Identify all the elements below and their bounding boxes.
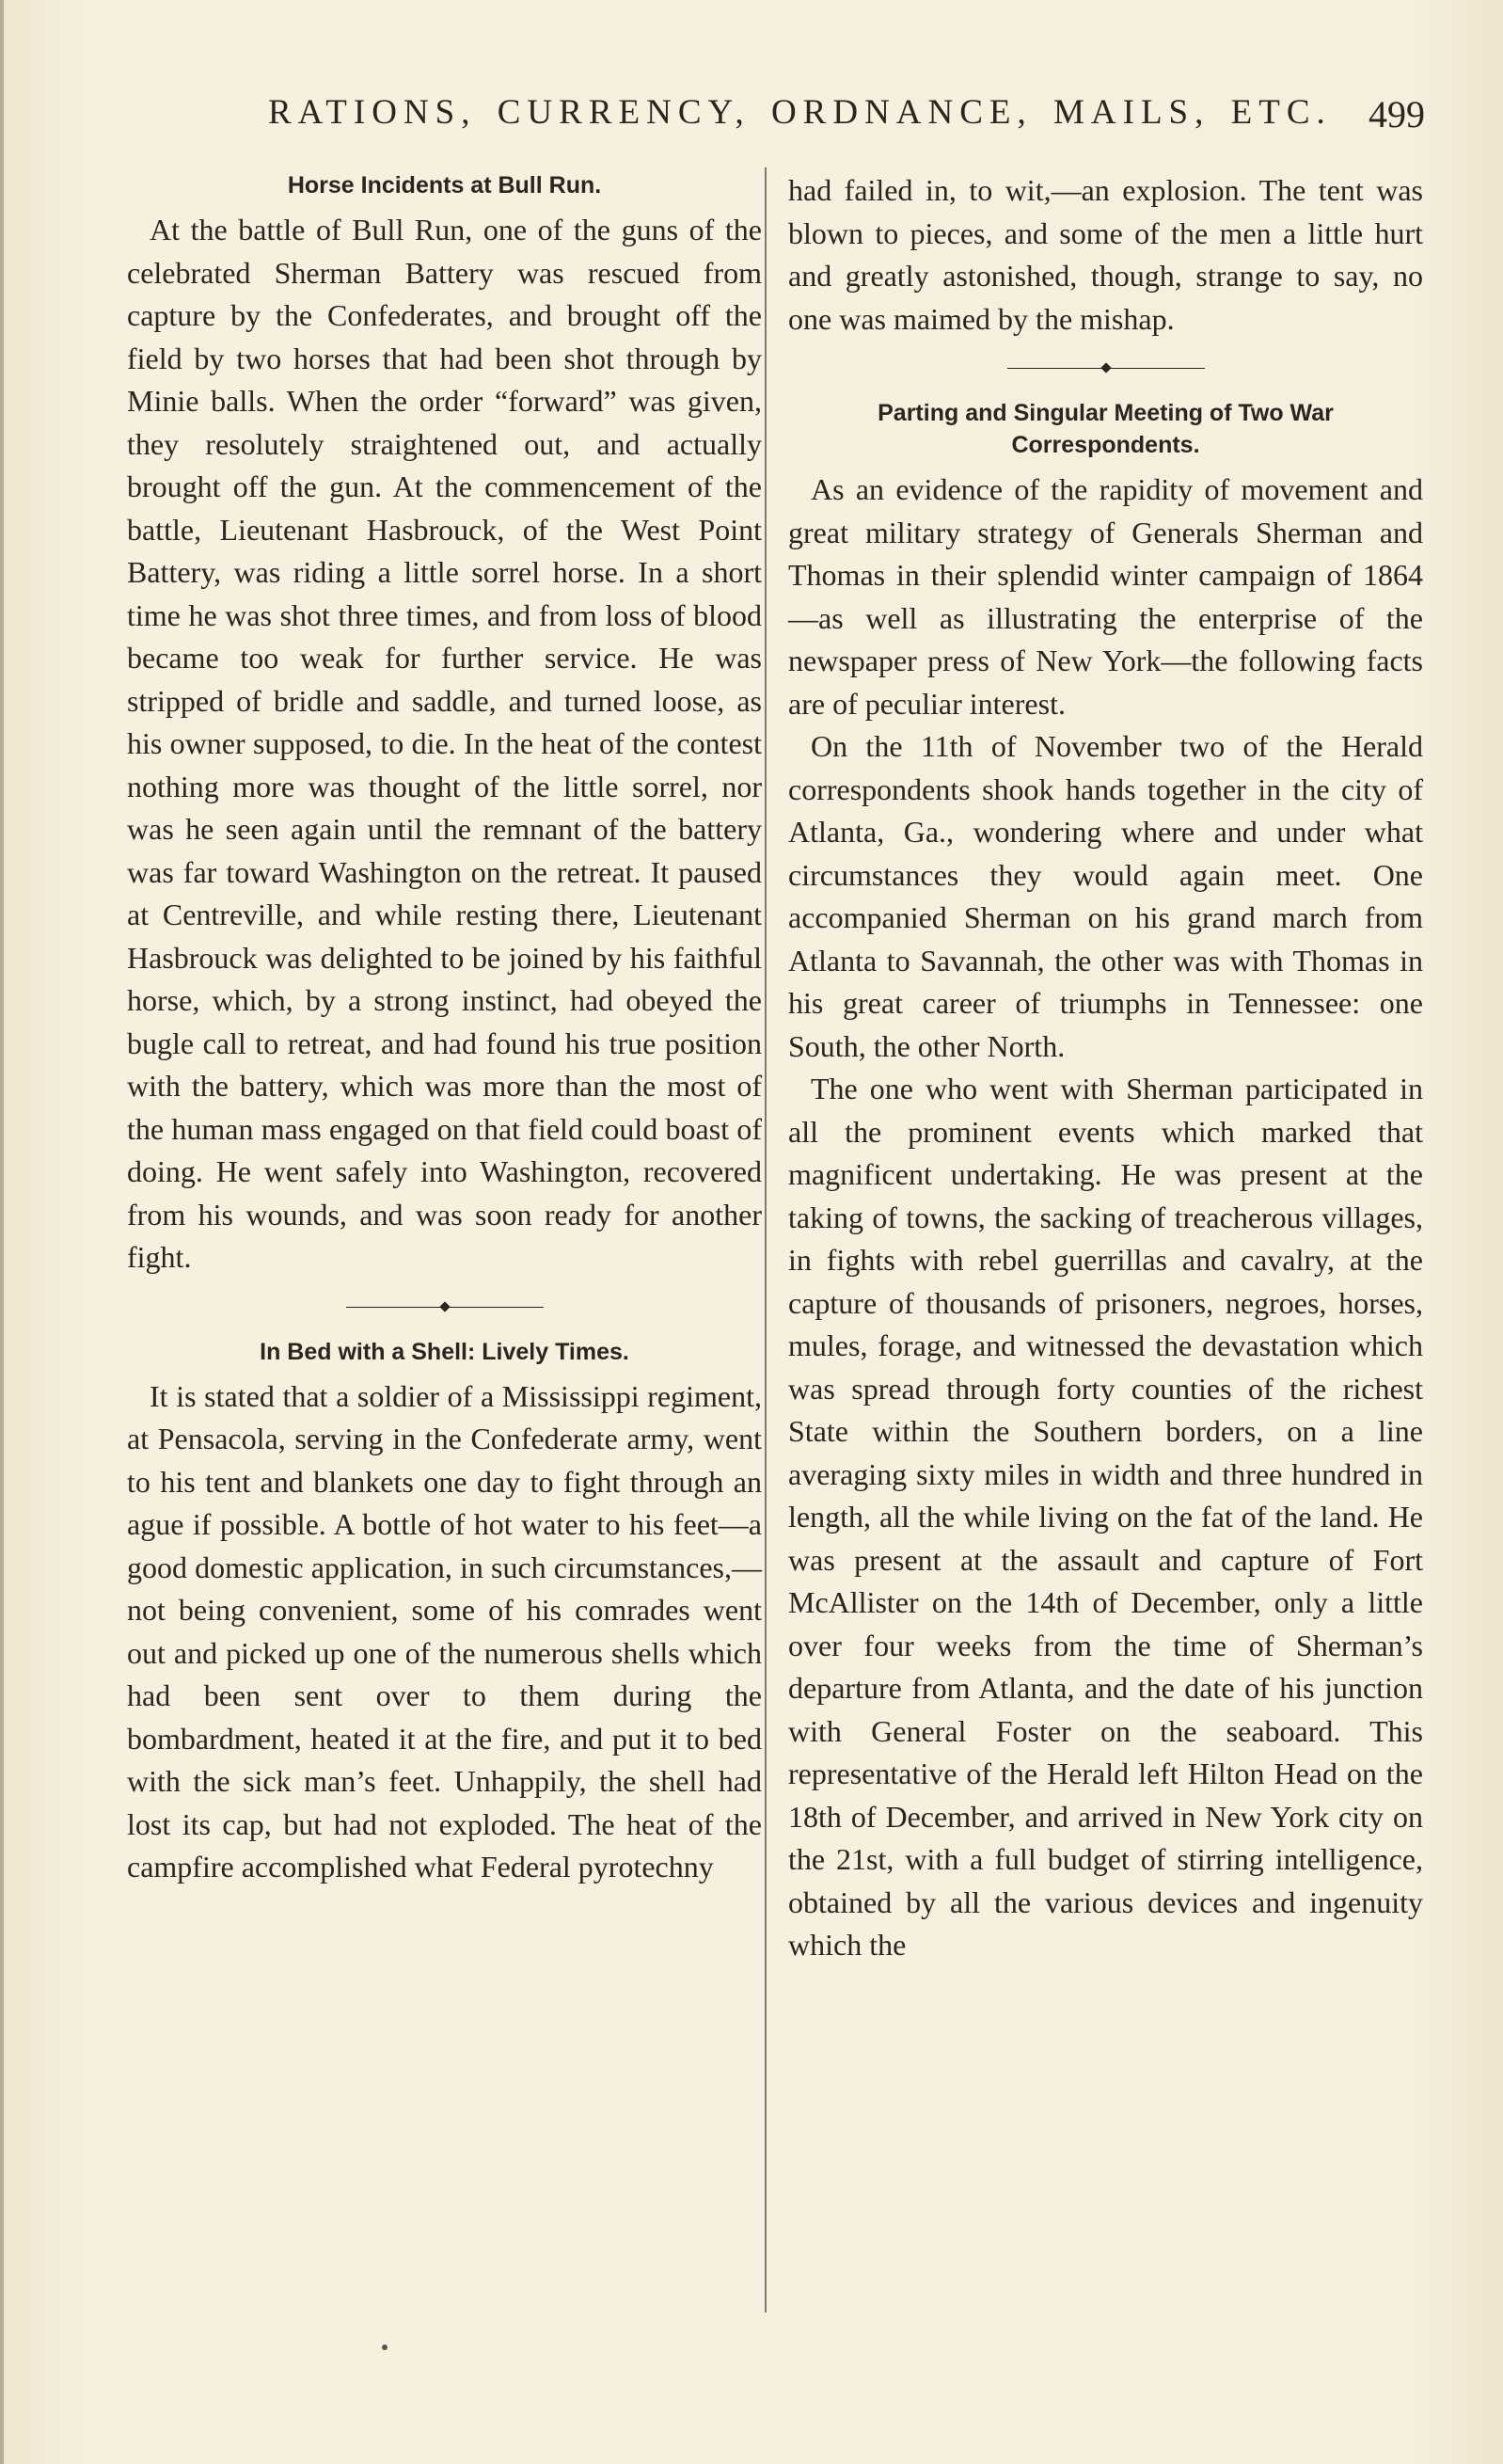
article-heading-in-bed-with-a-shell: In Bed with a Shell: Lively Times. [260, 1338, 629, 1365]
article-paragraph: had failed in, to wit,—an explosion. The tent was blown to pieces, and some of the men a little hurt and greatly astonished, though, strange to say, no one was maimed by the mishap. [788, 173, 1423, 336]
article-paragraph: At the battle of Bull Run, one of the guns of the celebrated Sherman Battery was rescued from capture by the Confederates, and brought off the field by two horses that had been shot through by Minie balls. When the order “forward” was given, they resolutely straightened out, and actually brought off the gun. At the commencement of the battle, Lieutenant Hasbrouck, of the West Point Battery, was riding a little sorrel horse. In a short time he was shot three times, and from loss of blood became too weak for further service. He was stripped of bridle and saddle, and turned loose, as his owner supposed, to die. In the heat of the contest nothing more was thought of the little sorrel, nor was he seen again until the remnant of the battery was far toward Washington on the retreat. It paused at Centreville, and while resting there, Lieutenant Hasbrouck was delighted to be joined by his faithful horse, which, by a strong instinct, had obeyed the bugle call to retreat, and had found his true position with the battery, which was more than the most of the human mass engaged on that field could boast of doing. He went safely into Washington, recovered from his wounds, and was soon ready for another fight. [127, 213, 762, 1274]
article-paragraph: The one who went with Sherman participated in all the prominent events which marked that magnificent undertaking. He was present at the taking of towns, the sacking of treacherous villages, in fights with rebel guerrillas and cavalry, at the capture of thousands of prisoners, negroes, horses, mules, forage, and witnessed the devastation which was spread through forty counties of the richest State within the Southern borders, on a line averaging sixty miles in width and three hundred in length, all the while living on the fat of the land. He was present at the assault and capture of Fort McAllister on the 14th of December, only a little over four weeks from the time of Sherman’s departure from Atlanta, and the date of his junction with General Foster on the seaboard. This representative of the Herald left Hilton Head on the 18th of December, and arrived in New York city on the 21st, with a full budget of stirring intelligence, obtained by all the various devices and ingenuity which the [788, 1072, 1423, 1962]
article-paragraph: As an evidence of the rapidity of movement and great military strategy of Generals Sherman and Thomas in their splendid winter campaign of 1864—as well as illustrating the enterprise of the newspaper press of New York—the following facts are of peculiar interest. [788, 472, 1423, 721]
page-edge-shadow [0, 0, 4, 2464]
page-number: 499 [1369, 93, 1425, 135]
column-divider-rule [765, 167, 767, 2313]
right-column [788, 169, 1423, 1967]
article-paragraph: It is stated that a soldier of a Mississippi regiment, at Pensacola, serving in the Confederate army, went to his tent and blankets one day to fight through an ague if possible. A bottle of hot water to his feet—a good domestic application, in such circumstances,—not being convenient, some of his comrades went out and picked up one of the numerous shells which had been sent over to them during the bombardment, heated it at the fire, and put it to bed with the sick man’s feet. Unhappily, the shell had lost its cap, but had not exploded. The heat of the campfire accomplished what Federal pyrotechny [127, 1378, 762, 1884]
divider-ornament [1100, 362, 1111, 373]
article-heading-war-correspondents: Parting and Singular Meeting of Two War Correspondents. [878, 400, 1334, 458]
left-column [127, 169, 762, 1889]
article-body-horse-incidents [127, 209, 762, 1280]
section-divider [346, 1298, 544, 1317]
print-mark [382, 2345, 388, 2350]
article-body-war-correspondents [788, 469, 1423, 1967]
running-head: RATIONS, CURRENCY, ORDNANCE, MAILS, ETC. [268, 93, 1332, 132]
page-header [268, 92, 1425, 149]
section-divider [1007, 359, 1205, 378]
article-body-in-bed-with-a-shell [127, 1375, 762, 1889]
article-heading-horse-incidents: Horse Incidents at Bull Run. [287, 172, 602, 199]
divider-ornament [439, 1301, 450, 1311]
article-body-continued [788, 169, 1423, 341]
article-paragraph: On the 11th of November two of the Herald correspondents shook hands together in the city of Atlanta, Ga., wondering where and under what circumstances they would again meet. One accompanied Sherman on his grand march from Atlanta to Savannah, the other was with Thomas in his great career of triumphs in Tennessee: one South, the other North. [788, 729, 1423, 1063]
